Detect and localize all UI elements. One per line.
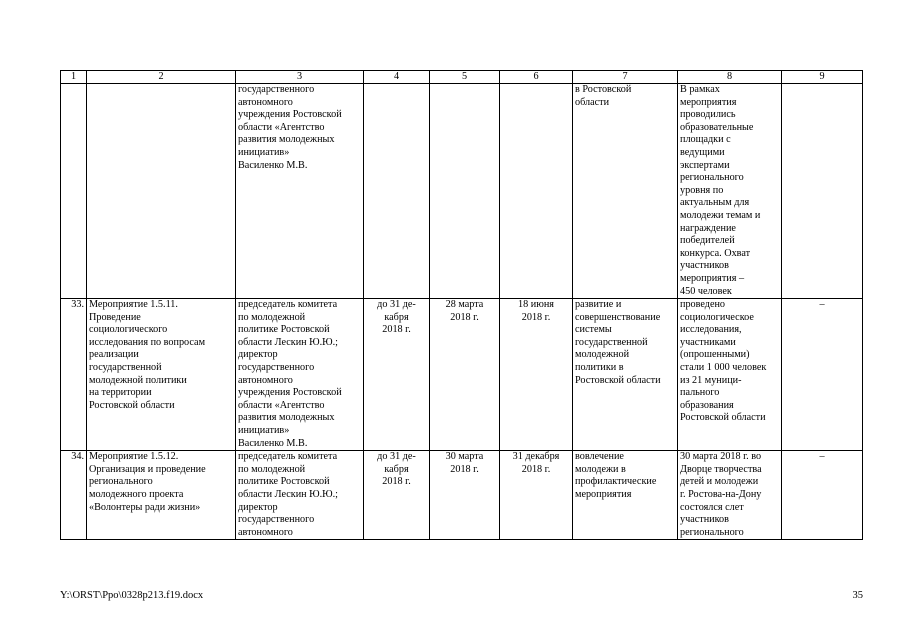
end-date: 18 июня 2018 г.: [500, 299, 573, 451]
col-header-1: 1: [61, 71, 87, 84]
executor: государственного автономного учреждения Ростовской области «Агентство развития молодежных инициатив» Василенко М.В.: [236, 84, 364, 299]
deadline: до 31 де- кабря 2018 г.: [364, 451, 430, 540]
col-header-3: 3: [236, 71, 364, 84]
expected-result: вовлечение молодежи в профилактические мероприятия: [573, 451, 678, 540]
row-number: 33.: [61, 299, 87, 451]
end-date: 31 декабря 2018 г.: [500, 451, 573, 540]
deadline: до 31 де- кабря 2018 г.: [364, 299, 430, 451]
file-path: Y:\ORST\Ppo\0328p213.f19.docx: [60, 590, 204, 601]
start-date: 30 марта 2018 г.: [430, 451, 500, 540]
expected-result: в Ростовской области: [573, 84, 678, 299]
col-header-5: 5: [430, 71, 500, 84]
page-number: 35: [852, 590, 863, 601]
start-date: 28 марта 2018 г.: [430, 299, 500, 451]
col-header-9: 9: [782, 71, 863, 84]
event-name: Мероприятие 1.5.12. Организация и проведение регионального молодежного проекта «Волонтеры ради жизни»: [87, 451, 236, 540]
events-table: [60, 70, 863, 540]
actual-result: 30 марта 2018 г. во Дворце творчества детей и молодежи г. Ростова-на-Дону состоялся слет участников регионального: [678, 451, 782, 540]
col-header-8: 8: [678, 71, 782, 84]
executor: председатель комитета по молодежной политике Ростовской области Лескин Ю.Ю.; директор государственного автономного учреждения Ростовской области «Агентство развития молодежных инициатив» Василенко М.В.: [236, 299, 364, 451]
deadline: [364, 84, 430, 299]
table-row: [61, 451, 863, 540]
actual-result: В рамках мероприятия проводились образовательные площадки с ведущими экспертами регионального уровня по актуальным для молодежи темам и награждение победителей конкурса. Охват участников мероприятия – 450 человек: [678, 84, 782, 299]
end-date: [500, 84, 573, 299]
row-number: 34.: [61, 451, 87, 540]
note: [782, 84, 863, 299]
event-name: [87, 84, 236, 299]
table-row: [61, 299, 863, 451]
table-row: [61, 84, 863, 299]
start-date: [430, 84, 500, 299]
note: –: [782, 451, 863, 540]
row-number: [61, 84, 87, 299]
col-header-4: 4: [364, 71, 430, 84]
header-row: [61, 71, 863, 84]
actual-result: проведено социологическое исследования, участниками (опрошенными) стали 1 000 человек из 21 муници- пального образования Ростовской области: [678, 299, 782, 451]
executor: председатель комитета по молодежной политике Ростовской области Лескин Ю.Ю.; директор государственного автономного: [236, 451, 364, 540]
note: –: [782, 299, 863, 451]
expected-result: развитие и совершенствование системы государственной молодежной политики в Ростовской области: [573, 299, 678, 451]
event-name: Мероприятие 1.5.11. Проведение социологического исследования по вопросам реализации государственной молодежной политики на территории Ростовской области: [87, 299, 236, 451]
col-header-7: 7: [573, 71, 678, 84]
col-header-6: 6: [500, 71, 573, 84]
col-header-2: 2: [87, 71, 236, 84]
